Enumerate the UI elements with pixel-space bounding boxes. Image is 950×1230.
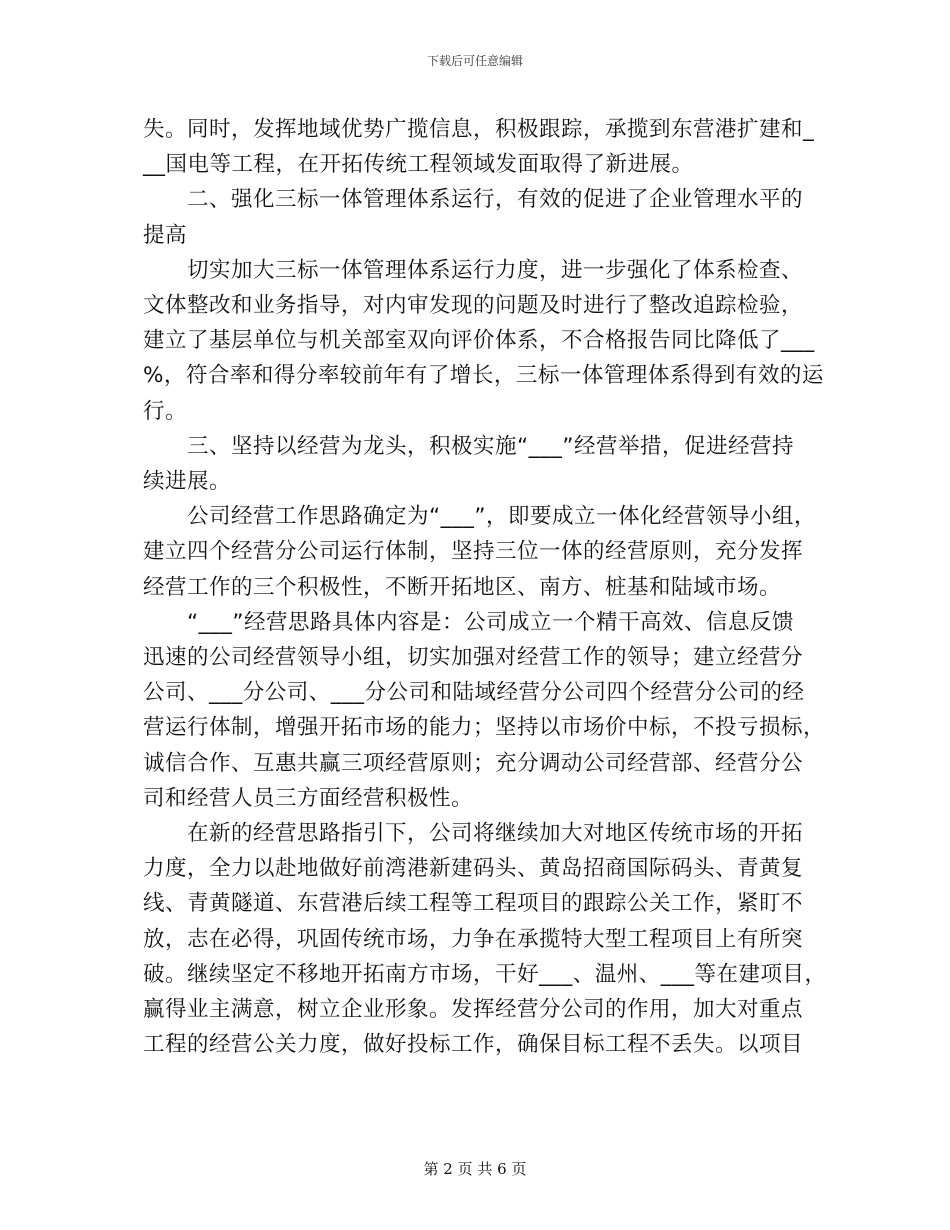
text-line: 经营工作的三个积极性，不断开拓地区、南方、桩基和陆域市场。 <box>143 574 782 600</box>
page-number: 第 2 页 共 6 页 <box>423 1160 527 1178</box>
text-line: 文体整改和业务指导，对内审发现的问题及时进行了整改追踪检验， <box>143 293 804 319</box>
text-line: 线、青黄隧道、东营港后续工程等工程项目的跟踪公关工作，紧盯不 <box>143 891 804 917</box>
text-line: 切实加大三标一体管理体系运行力度，进一步强化了体系检查、 <box>143 257 804 283</box>
text-line: 力度，全力以赴地做好前湾港新建码头、黄岛招商国际码头、青黄复 <box>143 856 804 882</box>
section-heading-line: 二、强化三标一体管理体系运行，有效的促进了企业管理水平的 <box>143 187 804 213</box>
text-line: 营运行体制，增强开拓市场的能力；坚持以市场价中标，不投亏损标， <box>143 715 826 741</box>
text-line: 建立四个经营分公司运行体制，坚持三位一体的经营原则，充分发挥 <box>143 539 804 565</box>
text-line: 公司经营工作思路确定为“___”，即要成立一体化经营领导小组， <box>143 504 817 530</box>
section-heading-line: 三、坚持以经营为龙头，积极实施“___”经营举措，促进经营持 <box>143 433 795 459</box>
text-line: 行。 <box>143 398 188 424</box>
text-line: %，符合率和得分率较前年有了增长，三标一体管理体系得到有效的运 <box>143 363 824 389</box>
section-heading-line: 提高 <box>143 222 188 248</box>
text-line: __国电等工程，在开拓传统工程领域发面取得了新进展。 <box>143 152 694 178</box>
text-line: 迅速的公司经营领导小组，切实加强对经营工作的领导；建立经营分 <box>143 645 804 671</box>
text-line: 建立了基层单位与机关部室双向评价体系，不合格报告同比降低了___ <box>143 328 815 354</box>
section-heading-line: 续进展。 <box>143 469 232 495</box>
text-line: 司和经营人员三方面经营积极性。 <box>143 785 474 811</box>
text-line: “___”经营思路具体内容是：公司成立一个精干高效、信息反馈 <box>143 609 795 635</box>
text-line: 失。同时，发挥地域优势广揽信息，积极跟踪，承揽到东营港扩建和_ <box>143 117 815 142</box>
text-line: 破。继续坚定不移地开拓南方市场，干好___、温州、___等在建项目， <box>143 961 827 987</box>
page-header-note: 下载后可任意编辑 <box>426 54 523 68</box>
text-line: 诚信合作、互惠共赢三项经营原则；充分调动公司经营部、经营分公 <box>143 750 804 776</box>
text-line: 赢得业主满意，树立企业形象。发挥经营分公司的作用，加大对重点 <box>143 997 804 1023</box>
text-line: 放，志在必得，巩固传统市场，力争在承揽特大型工程项目上有所突 <box>143 926 804 952</box>
text-line: 工程的经营公关力度，做好投标工作，确保目标工程不丢失。以项目 <box>143 1032 804 1058</box>
text-line: 在新的经营思路指引下，公司将继续加大对地区传统市场的开拓 <box>143 821 804 847</box>
document-body <box>143 112 827 1062</box>
text-line: 公司、___分公司、___分公司和陆域经营分公司四个经营分公司的经 <box>143 680 805 706</box>
